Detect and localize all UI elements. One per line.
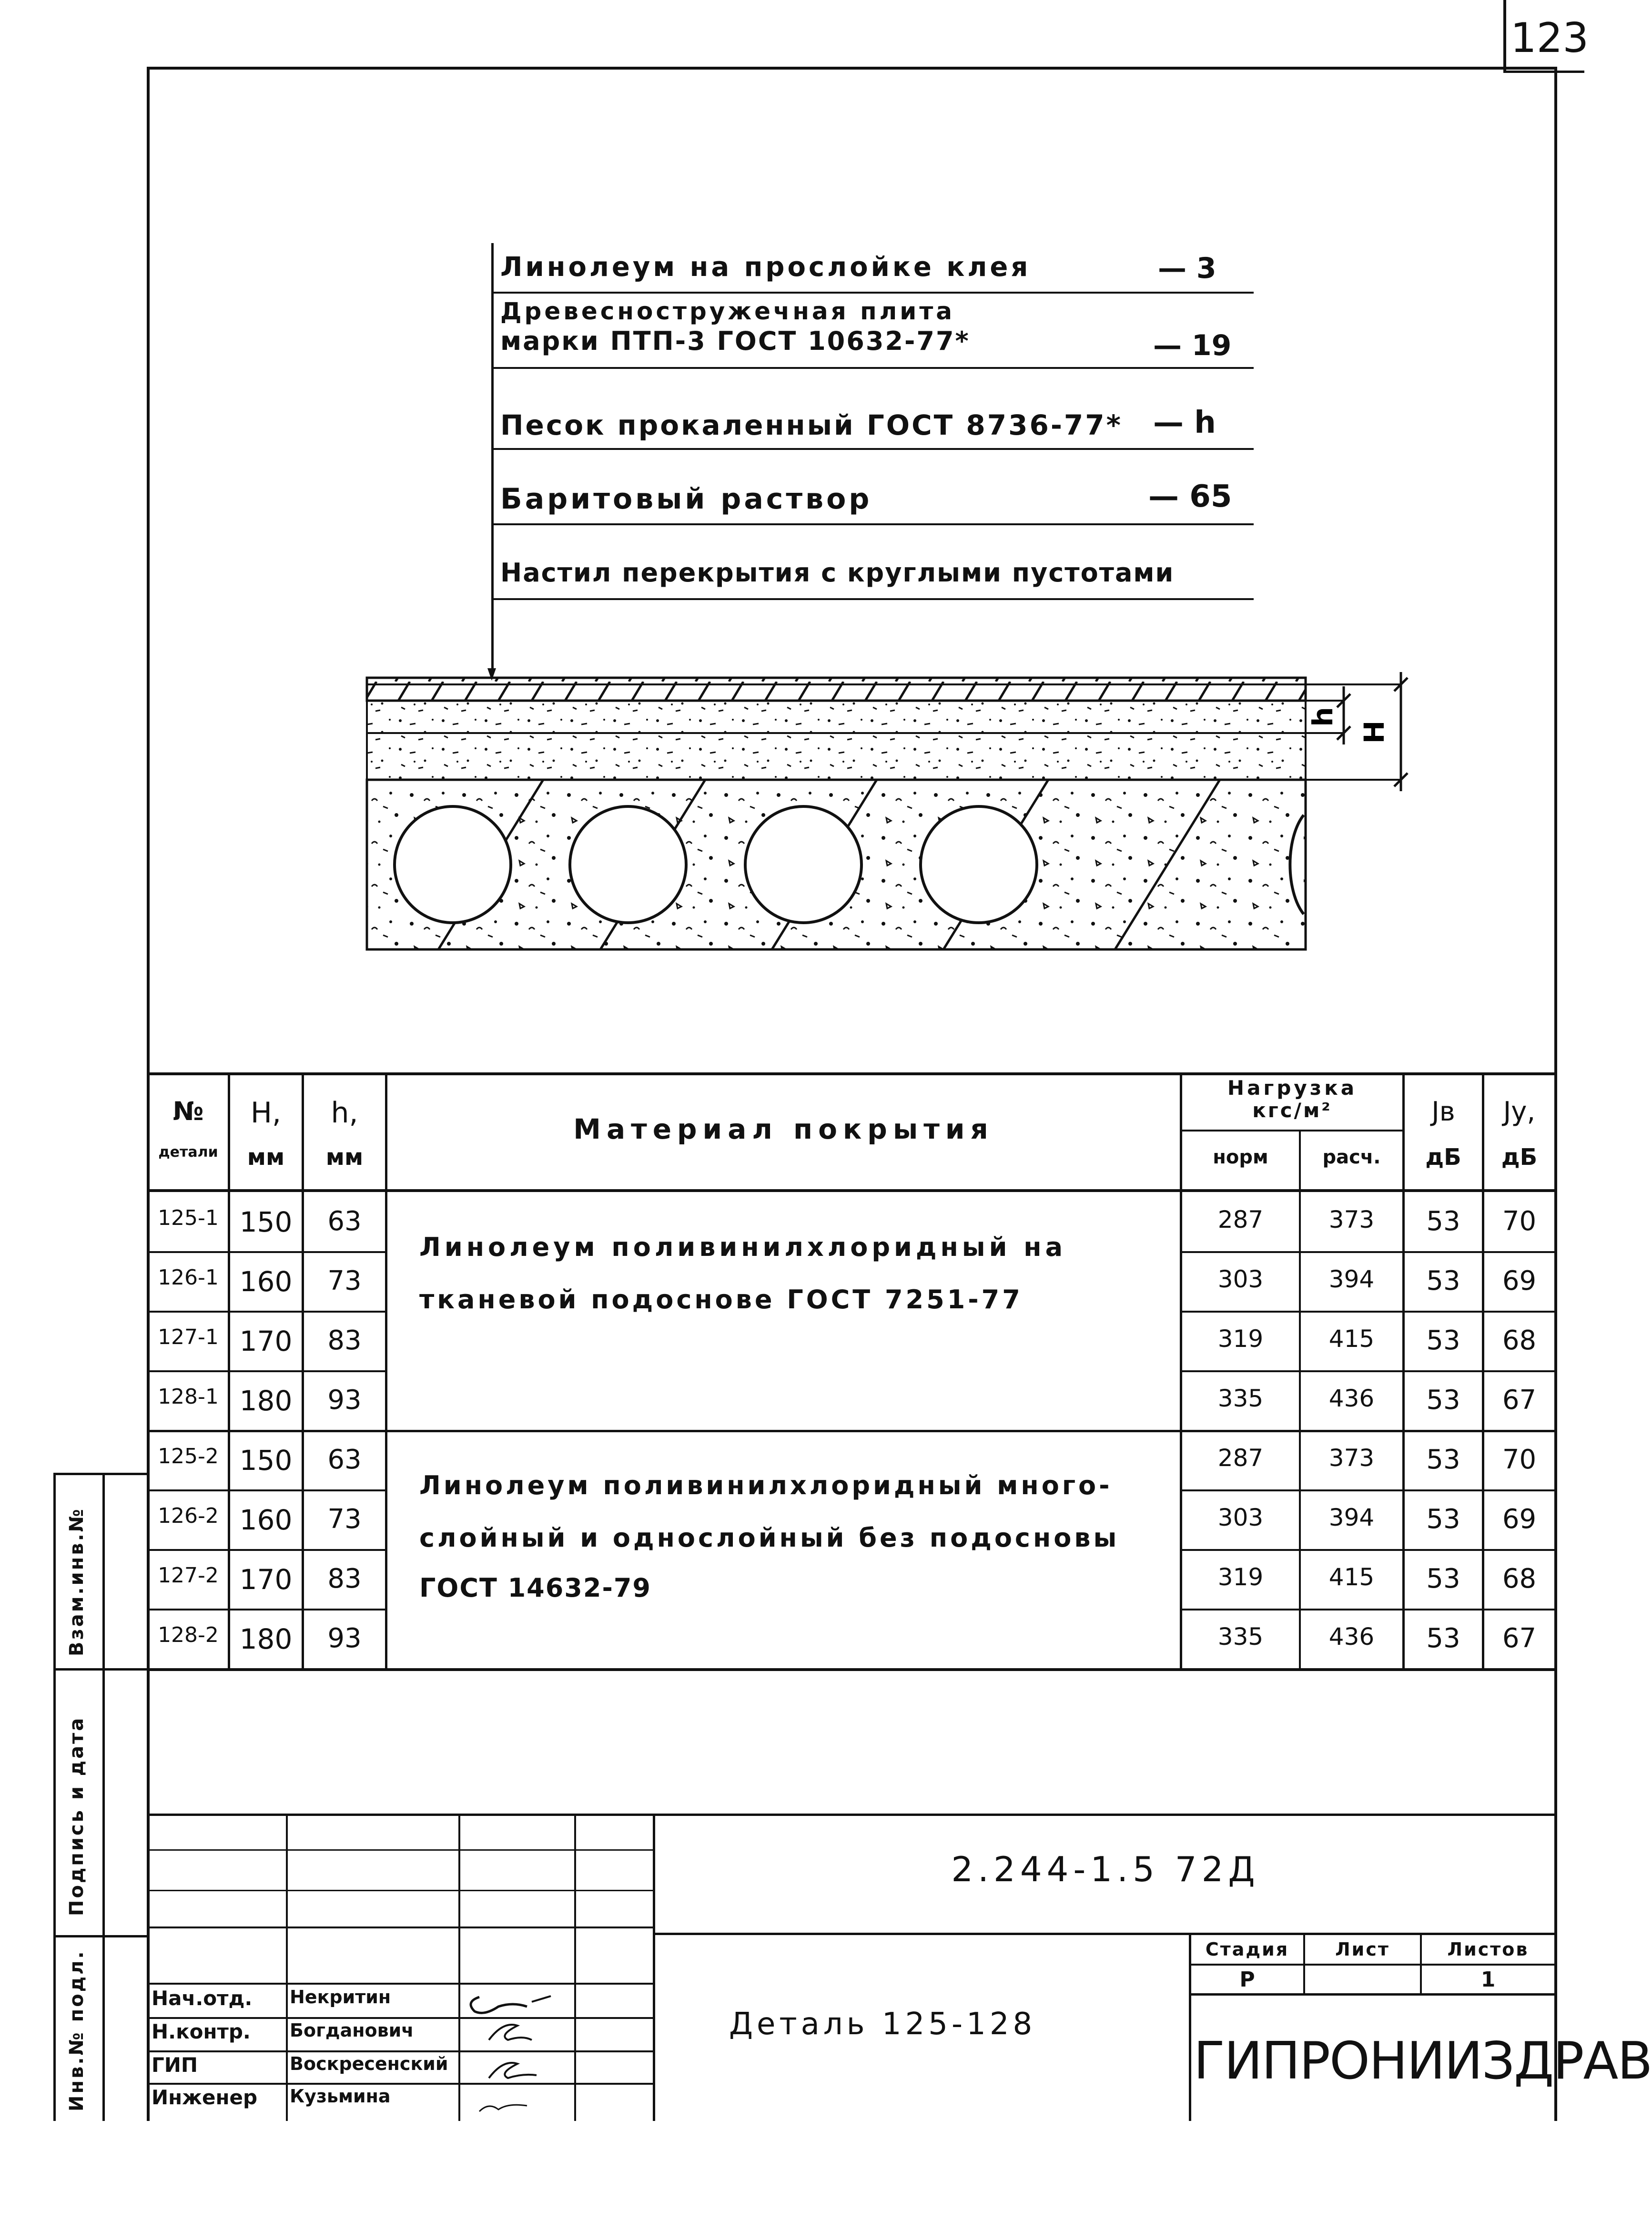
staff-role: Н.контр. — [152, 2020, 251, 2043]
layer-3-value: — h — [1153, 405, 1216, 440]
frame-right — [1554, 67, 1557, 2121]
material-1-line2: тканевой подоснове ГОСТ 7251-77 — [419, 1284, 1023, 1315]
side-label-vzam: Взам.инв.№ — [66, 1507, 88, 1656]
header-H-line2: мм — [247, 1144, 285, 1171]
layer-4-name: Баритовый раствор — [500, 482, 872, 516]
header-num-line2: детали — [158, 1144, 218, 1161]
cell-h: 93 — [327, 1623, 362, 1654]
layer-2-rule — [491, 367, 1254, 369]
layer-2-value: — 19 — [1153, 329, 1232, 362]
cell-h: 93 — [327, 1385, 362, 1416]
cell-H: 180 — [239, 1623, 293, 1655]
tb-sig-row-top-b — [149, 1890, 654, 1891]
cell-num: 126-1 — [158, 1265, 219, 1290]
cell-yy: 69 — [1502, 1265, 1537, 1296]
row-rule-6 — [147, 1549, 387, 1551]
cell-yy: 70 — [1502, 1444, 1537, 1475]
cell-h: 73 — [327, 1265, 362, 1296]
cell-H: 160 — [239, 1265, 293, 1298]
cell-calc: 436 — [1328, 1623, 1375, 1651]
row-rule-1b — [1182, 1251, 1557, 1253]
tb-sig-row-1 — [149, 1983, 654, 1985]
cell-h: 83 — [327, 1563, 362, 1594]
layer-2-name-line1: Древесностружечная плита — [500, 297, 955, 325]
cell-h: 63 — [327, 1444, 362, 1475]
cell-norm: 303 — [1217, 1265, 1264, 1293]
staff-name: Кузьмина — [290, 2086, 391, 2107]
layer-2-name-line2: марки ПТП-3 ГОСТ 10632-77* — [500, 326, 970, 356]
layer-1-rule — [491, 292, 1254, 294]
cell-yv: 53 — [1426, 1385, 1460, 1416]
header-h-line2: мм — [325, 1144, 364, 1171]
cell-H: 180 — [239, 1385, 293, 1417]
material-2-line2: слойный и однослойный без подосновы — [419, 1523, 1120, 1553]
layer-1-value: — 3 — [1158, 252, 1216, 285]
frame-top — [147, 67, 1557, 70]
layer-5-rule — [491, 598, 1254, 600]
staff-name: Богданович — [290, 2020, 414, 2041]
cell-num: 127-2 — [158, 1563, 219, 1588]
header-yv-line1: Jв — [1431, 1096, 1455, 1127]
tb-stage-bottom — [1189, 1993, 1557, 1996]
tb-sig-row-2 — [149, 2017, 654, 2019]
cell-h: 73 — [327, 1504, 362, 1535]
material-2-line3: ГОСТ 14632-79 — [419, 1573, 652, 1603]
row-rule-2 — [147, 1311, 387, 1313]
cell-H: 170 — [239, 1563, 293, 1596]
header-num-line1: № — [172, 1096, 204, 1126]
signatures — [460, 1983, 575, 2121]
cell-H: 150 — [239, 1444, 293, 1477]
tb-sig-row-4 — [149, 2083, 654, 2085]
cell-yv: 53 — [1426, 1325, 1460, 1356]
staff-role: ГИП — [152, 2053, 198, 2077]
cell-yv: 53 — [1426, 1444, 1460, 1475]
cell-norm: 335 — [1217, 1385, 1264, 1412]
dim-H: H — [1358, 720, 1391, 744]
cell-yv: 53 — [1426, 1206, 1460, 1237]
table-bottom — [147, 1668, 1557, 1671]
floor-section-drawing — [353, 658, 1391, 982]
row-rule-3 — [147, 1370, 387, 1372]
header-yy-line1: Jу, — [1503, 1096, 1536, 1127]
side-strip-div-2 — [53, 1935, 149, 1937]
row-rule-3b — [1182, 1370, 1557, 1372]
header-load-line2: кгс/м² — [1252, 1099, 1332, 1122]
organization-name: ГИПРОНИИЗДРАВ — [1194, 2031, 1652, 2091]
cell-norm: 303 — [1217, 1504, 1264, 1531]
staff-name: Воскресенский — [290, 2053, 448, 2074]
stage-value: Р — [1239, 1967, 1255, 1992]
cell-calc: 394 — [1328, 1504, 1375, 1531]
tb-sig-row-3 — [149, 2050, 654, 2052]
header-norm: норм — [1213, 1146, 1268, 1168]
tb-right-div — [1189, 1933, 1191, 2121]
tb-sig-row-0 — [149, 1926, 654, 1928]
side-strip-div-1 — [53, 1668, 149, 1671]
group-rule — [147, 1430, 1557, 1432]
staff-role: Нач.отд. — [152, 1987, 253, 2010]
leader-line — [491, 243, 494, 672]
header-material: Материал покрытия — [573, 1113, 994, 1145]
cell-yy: 69 — [1502, 1504, 1537, 1535]
dim-h: h — [1307, 707, 1339, 727]
row-rule-5b — [1182, 1489, 1557, 1491]
cell-norm: 319 — [1217, 1325, 1264, 1353]
row-rule-7 — [147, 1609, 387, 1610]
cell-num: 125-1 — [158, 1206, 219, 1230]
load-subheader-rule — [1182, 1130, 1403, 1131]
tb-top — [147, 1814, 1557, 1816]
cell-norm: 319 — [1217, 1563, 1264, 1591]
material-2-line1: Линолеум поливинилхлоридный много- — [419, 1470, 1113, 1500]
material-1-line1: Линолеум поливинилхлоридный на — [419, 1232, 1067, 1262]
staff-role: Инженер — [152, 2086, 258, 2109]
table-header-bottom — [147, 1189, 1557, 1192]
cell-H: 170 — [239, 1325, 293, 1357]
cell-yv: 53 — [1426, 1504, 1460, 1535]
cell-num: 127-1 — [158, 1325, 219, 1349]
side-strip-top — [53, 1473, 149, 1475]
layer-4-rule — [491, 523, 1254, 525]
side-label-podpis: Подпись и дата — [66, 1716, 88, 1916]
drawing-title: Деталь 125-128 — [729, 2007, 1036, 2042]
side-strip-left — [53, 1473, 56, 2121]
header-yy-line2: дБ — [1501, 1144, 1538, 1171]
cell-calc: 373 — [1328, 1206, 1375, 1233]
table-top — [147, 1072, 1557, 1075]
row-rule-7b — [1182, 1609, 1557, 1610]
page-number: 123 — [1510, 14, 1589, 62]
cell-calc: 436 — [1328, 1385, 1375, 1412]
header-calc: расч. — [1322, 1146, 1381, 1168]
cell-yy: 67 — [1502, 1385, 1537, 1416]
row-rule-2b — [1182, 1311, 1557, 1313]
row-rule-1 — [147, 1251, 387, 1253]
header-load-line1: Нагрузка — [1227, 1076, 1358, 1100]
sheets-value: 1 — [1480, 1967, 1496, 1992]
cell-h: 83 — [327, 1325, 362, 1356]
cell-num: 126-2 — [158, 1504, 219, 1528]
row-rule-6b — [1182, 1549, 1557, 1551]
frame-left — [147, 67, 150, 2121]
cell-yv: 53 — [1426, 1563, 1460, 1594]
staff-name: Некритин — [290, 1987, 391, 2008]
sheets-label: Листов — [1447, 1939, 1529, 1960]
drawing-code: 2.244-1.5 72Д — [951, 1849, 1260, 1889]
header-H-line1: H, — [250, 1096, 282, 1130]
header-yv-line2: дБ — [1425, 1144, 1461, 1171]
cell-H: 150 — [239, 1206, 293, 1238]
cell-h: 63 — [327, 1206, 362, 1237]
cell-yy: 68 — [1502, 1563, 1537, 1594]
cell-calc: 394 — [1328, 1265, 1375, 1293]
page-number-box-left — [1503, 0, 1506, 71]
cell-num: 125-2 — [158, 1444, 219, 1468]
cell-yy: 70 — [1502, 1206, 1537, 1237]
header-h-line1: h, — [331, 1096, 358, 1130]
layer-3-rule — [491, 448, 1254, 450]
cell-num: 128-1 — [158, 1385, 219, 1409]
cell-calc: 415 — [1328, 1325, 1375, 1353]
stage-label: Стадия — [1205, 1939, 1289, 1960]
cell-norm: 335 — [1217, 1623, 1264, 1651]
cell-yv: 53 — [1426, 1623, 1460, 1654]
cell-H: 160 — [239, 1504, 293, 1536]
layer-3-name: Песок прокаленный ГОСТ 8736-77* — [500, 409, 1123, 441]
tb-col-a — [286, 1814, 288, 2121]
cell-num: 128-2 — [158, 1623, 219, 1647]
side-label-inv-podl: Инв.№ подл. — [66, 1949, 88, 2111]
cell-yv: 53 — [1426, 1265, 1460, 1296]
layer-1-name: Линолеум на прослойке клея — [500, 252, 1031, 283]
side-strip-inner — [102, 1473, 105, 2121]
layer-4-value: — 65 — [1148, 479, 1232, 514]
col-rule-3 — [385, 1072, 387, 1670]
layer-5-name: Настил перекрытия с круглыми пустотами — [500, 558, 1175, 588]
cell-norm: 287 — [1217, 1444, 1264, 1472]
cell-yy: 67 — [1502, 1623, 1537, 1654]
cell-norm: 287 — [1217, 1206, 1264, 1233]
tb-stage-row — [1189, 1964, 1557, 1966]
sheet-label: Лист — [1335, 1939, 1390, 1960]
page-number-box-bottom — [1503, 71, 1584, 73]
row-rule-5 — [147, 1489, 387, 1491]
tb-sig-row-top-a — [149, 1849, 654, 1851]
cell-yy: 68 — [1502, 1325, 1537, 1356]
cell-calc: 415 — [1328, 1563, 1375, 1591]
cell-calc: 373 — [1328, 1444, 1375, 1472]
